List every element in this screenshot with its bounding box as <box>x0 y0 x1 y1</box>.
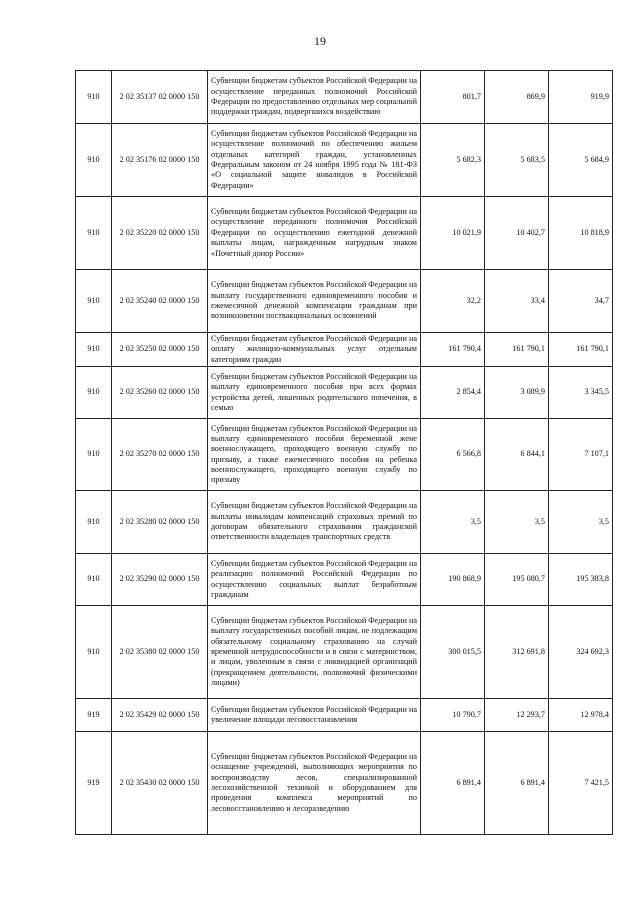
description-cell: Субвенции бюджетам субъектов Российской Федерации на увеличение площади лесовосстановления <box>208 699 421 732</box>
amount-year3-cell: 10 818,9 <box>549 197 613 270</box>
budget-code-cell: 2 02 35260 02 0000 150 <box>112 367 208 419</box>
table-row <box>76 491 613 554</box>
page-number: 19 <box>314 34 326 48</box>
budget-code-cell: 2 02 35290 02 0000 150 <box>112 554 208 606</box>
description-cell: Субвенции бюджетам субъектов Российской Федерации на выплату государственных пособий лицам, не подлежащим обязательному социальному страхованию на случай временной нетрудоспособности и в связи с материнством, и лицам, уволенным в связи с ликвидацией организаций (прекращением деятельности, полномочий физическими лицами) <box>208 606 421 699</box>
amount-year2-cell: 6 891,4 <box>485 732 549 835</box>
amount-year3-cell: 7 421,5 <box>549 732 613 835</box>
description-cell: Субвенции бюджетам субъектов Российской Федерации на оплату жилищно-коммунальных услуг отдельным категориям граждан <box>208 333 421 367</box>
admin-code-cell: 910 <box>76 419 112 491</box>
amount-year3-cell: 324 692,3 <box>549 606 613 699</box>
description-cell: Субвенции бюджетам субъектов Российской Федерации на осуществление переданных полномочий Российской Федерации по предоставлению отдельных мер социальной поддержки граждан, подвергшихся воздействию <box>208 71 421 124</box>
table-row <box>76 71 613 124</box>
table-row <box>76 367 613 419</box>
amount-year2-cell: 12 293,7 <box>485 699 549 732</box>
amount-year1-cell: 3,5 <box>421 491 485 554</box>
admin-code-cell: 910 <box>76 124 112 197</box>
admin-code-cell: 910 <box>76 554 112 606</box>
admin-code-cell: 919 <box>76 732 112 835</box>
admin-code-cell: 910 <box>76 606 112 699</box>
admin-code-cell: 910 <box>76 197 112 270</box>
budget-table <box>75 70 613 835</box>
budget-code-cell: 2 02 35430 02 0000 150 <box>112 732 208 835</box>
amount-year3-cell: 3,5 <box>549 491 613 554</box>
description-cell: Субвенции бюджетам субъектов Российской Федерации на осуществление полномочий по обеспечению жильем отдельных категорий граждан, установленных Федеральным законом от 24 ноября 1995 года № 181-ФЗ «О социальной защите инвалидов в Российской Федерации» <box>208 124 421 197</box>
budget-code-cell: 2 02 35137 02 0000 150 <box>112 71 208 124</box>
amount-year1-cell: 2 854,4 <box>421 367 485 419</box>
table-row <box>76 606 613 699</box>
table-row <box>76 197 613 270</box>
table-row <box>76 554 613 606</box>
budget-code-cell: 2 02 35176 02 0000 150 <box>112 124 208 197</box>
amount-year3-cell: 12 978,4 <box>549 699 613 732</box>
budget-code-cell: 2 02 35280 02 0000 150 <box>112 491 208 554</box>
description-cell: Субвенции бюджетам субъектов Российской Федерации на выплату единовременного пособия при всех формах устройства детей, лишенных родительского попечения, в семью <box>208 367 421 419</box>
amount-year3-cell: 195 383,8 <box>549 554 613 606</box>
budget-code-cell: 2 02 35429 02 0000 150 <box>112 699 208 732</box>
admin-code-cell: 910 <box>76 367 112 419</box>
description-cell: Субвенции бюджетам субъектов Российской Федерации на выплату государственного единовременного пособия и ежемесячной денежной компенсации гражданам при возникновении поствакцинальных осложнений <box>208 270 421 333</box>
table-row <box>76 124 613 197</box>
amount-year2-cell: 3 089,9 <box>485 367 549 419</box>
budget-code-cell: 2 02 35380 02 0000 150 <box>112 606 208 699</box>
admin-code-cell: 910 <box>76 333 112 367</box>
amount-year1-cell: 10 021,9 <box>421 197 485 270</box>
table-row <box>76 732 613 835</box>
budget-code-cell: 2 02 35240 02 0000 150 <box>112 270 208 333</box>
description-cell: Субвенции бюджетам субъектов Российской Федерации на выплаты инвалидам компенсаций страховых премий по договорам обязательного страхования гражданской ответственности владельцев транспортных средств <box>208 491 421 554</box>
amount-year3-cell: 34,7 <box>549 270 613 333</box>
amount-year2-cell: 869,9 <box>485 71 549 124</box>
amount-year3-cell: 161 790,1 <box>549 333 613 367</box>
amount-year2-cell: 3,5 <box>485 491 549 554</box>
amount-year1-cell: 5 682,3 <box>421 124 485 197</box>
description-cell: Субвенции бюджетам субъектов Российской Федерации на оснащение учреждений, выполняющих мероприятия по воспроизводству лесов, специализированной лесохозяйственной техникой и оборудованием для проведения комплекса мероприятий по лесовосстановлению и лесоразведению <box>208 732 421 835</box>
amount-year2-cell: 161 790,1 <box>485 333 549 367</box>
amount-year2-cell: 312 691,8 <box>485 606 549 699</box>
table-row <box>76 333 613 367</box>
amount-year1-cell: 10 790,7 <box>421 699 485 732</box>
amount-year1-cell: 32,2 <box>421 270 485 333</box>
amount-year3-cell: 5 684,9 <box>549 124 613 197</box>
amount-year3-cell: 3 345,5 <box>549 367 613 419</box>
description-cell: Субвенции бюджетам субъектов Российской Федерации на осуществление переданного полномочия Российской Федерации по осуществлению ежегодной денежной выплаты лицам, награжденным нагрудным знаком «Почетный донор России» <box>208 197 421 270</box>
table-row <box>76 699 613 732</box>
amount-year2-cell: 10 402,7 <box>485 197 549 270</box>
amount-year1-cell: 190 868,9 <box>421 554 485 606</box>
description-cell: Субвенции бюджетам субъектов Российской Федерации на выплату единовременного пособия беременной жене военнослужащего, проходящего военную службу по призыву, а также ежемесячного пособия на ребенка военнослужащего, проходящего военную службу по призыву <box>208 419 421 491</box>
table-row <box>76 270 613 333</box>
amount-year2-cell: 5 683,5 <box>485 124 549 197</box>
admin-code-cell: 910 <box>76 270 112 333</box>
budget-code-cell: 2 02 35250 02 0000 150 <box>112 333 208 367</box>
budget-code-cell: 2 02 35220 02 0000 150 <box>112 197 208 270</box>
description-cell: Субвенции бюджетам субъектов Российской Федерации на реализацию полномочий Российской Федерации по осуществлению социальных выплат безработным гражданам <box>208 554 421 606</box>
admin-code-cell: 910 <box>76 491 112 554</box>
amount-year2-cell: 33,4 <box>485 270 549 333</box>
amount-year1-cell: 6 891,4 <box>421 732 485 835</box>
admin-code-cell: 910 <box>76 71 112 124</box>
amount-year3-cell: 7 107,1 <box>549 419 613 491</box>
amount-year1-cell: 161 790,4 <box>421 333 485 367</box>
amount-year1-cell: 6 566,8 <box>421 419 485 491</box>
amount-year1-cell: 801,7 <box>421 71 485 124</box>
budget-code-cell: 2 02 35270 02 0000 150 <box>112 419 208 491</box>
amount-year2-cell: 6 844,1 <box>485 419 549 491</box>
amount-year1-cell: 300 015,5 <box>421 606 485 699</box>
amount-year3-cell: 919,9 <box>549 71 613 124</box>
amount-year2-cell: 195 080,7 <box>485 554 549 606</box>
table-row <box>76 419 613 491</box>
admin-code-cell: 919 <box>76 699 112 732</box>
